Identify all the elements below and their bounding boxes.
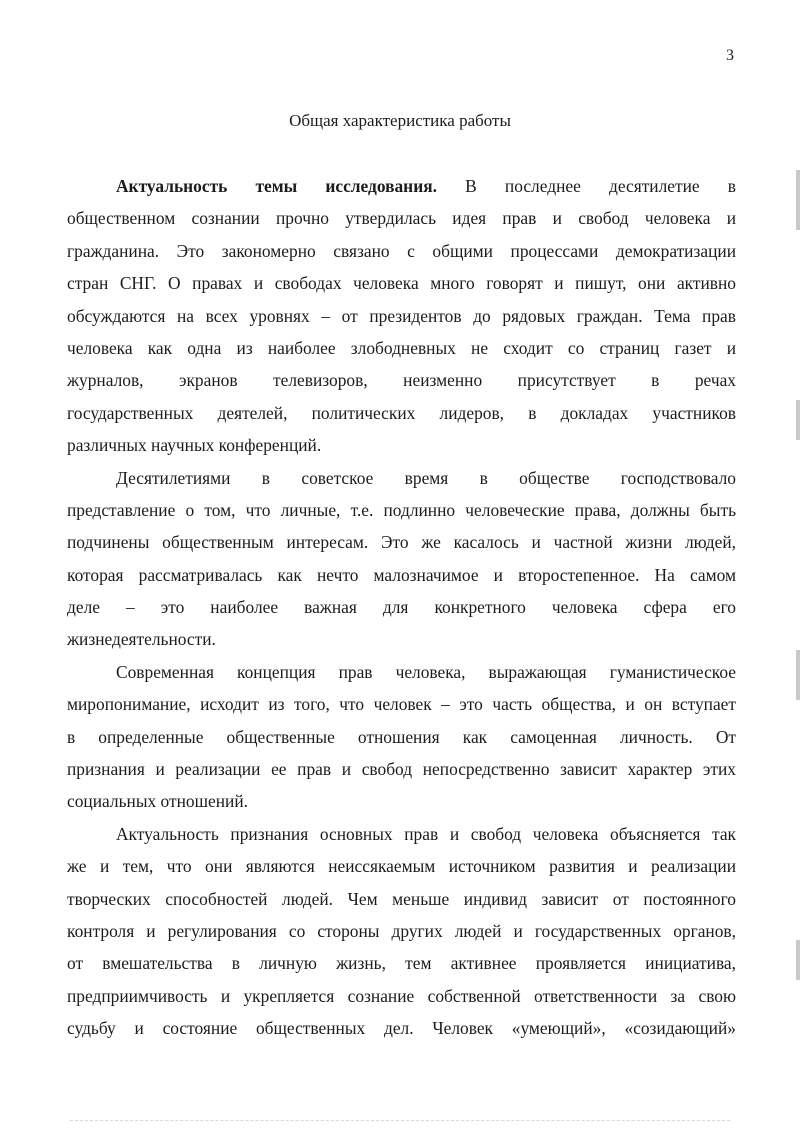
text-line: от вмешательства в личную жизнь, тем активнее проявляется инициатива, (67, 953, 736, 974)
text-line: которая рассматривалась как нечто малозначимое и второстепенное. На самом (67, 564, 736, 585)
text-line: в определенные общественные отношения как самоценная личность. От (67, 726, 736, 747)
lead-bold-phrase: Актуальность темы исследования. (116, 176, 437, 196)
text-line: подчинены общественным интересам. Это же касалось и частной жизни людей, (67, 532, 736, 553)
text-line: Десятилетиями в советское время в обществе господствовало (116, 467, 736, 488)
text-line: социальных отношений. (67, 791, 248, 812)
scan-edge-mark (796, 400, 800, 440)
page-number: 3 (726, 47, 734, 64)
scan-edge-mark (796, 650, 800, 700)
text-line: деле – это наиболее важная для конкретного человека сфера его (67, 597, 736, 618)
text-line: человека как одна из наиболее злободневных не сходит со страниц газет и (67, 337, 736, 358)
text-line: признания и реализации ее прав и свобод непосредственно зависит характер этих (67, 759, 736, 780)
text-line: обсуждаются на всех уровнях – от президентов до рядовых граждан. Тема прав (67, 305, 736, 326)
text-line: различных научных конференций. (67, 435, 322, 456)
text-line: контроля и регулирования со стороны других людей и государственных органов, (67, 920, 736, 941)
text-line: судьбу и состояние общественных дел. Человек «умеющий», «созидающий» (67, 1018, 736, 1039)
text-line: Актуальность признания основных прав и свобод человека объясняется так (116, 823, 736, 844)
text-line: государственных деятелей, политических лидеров, в докладах участников (67, 402, 736, 423)
scan-edge-mark (796, 940, 800, 980)
text-line: общественном сознании прочно утвердилась идея прав и свобод человека и (67, 208, 736, 229)
text-line: гражданина. Это закономерно связано с общими процессами демократизации (67, 240, 736, 261)
text-line (67, 170, 736, 202)
text-line: представление о том, что личные, т.е. подлинно человеческие права, должны быть (67, 499, 736, 520)
body-text (67, 170, 736, 1045)
text-line: стран СНГ. О правах и свободах человека много говорят и пишут, они активно (67, 273, 736, 294)
text-line: жизнедеятельности. (67, 629, 216, 650)
text-line: творческих способностей людей. Чем меньше индивид зависит от постоянного (67, 888, 736, 909)
scan-noise-line (70, 1120, 730, 1122)
text-line: журналов, экранов телевизоров, неизменно присутствует в речах (67, 370, 736, 391)
text-line: миропонимание, исходит из того, что человек – это часть общества, и он вступает (67, 694, 736, 715)
text-line: предприимчивость и укрепляется сознание собственной ответственности за свою (67, 985, 736, 1006)
section-title: Общая характеристика работы (289, 111, 511, 130)
scan-edge-mark (796, 170, 800, 230)
text-line: же и тем, что они являются неиссякаемым источником развития и реализации (67, 856, 736, 877)
text-line-rest: В последнее десятилетие в (436, 176, 736, 196)
text-line: Современная концепция прав человека, выражающая гуманистическое (116, 661, 736, 682)
